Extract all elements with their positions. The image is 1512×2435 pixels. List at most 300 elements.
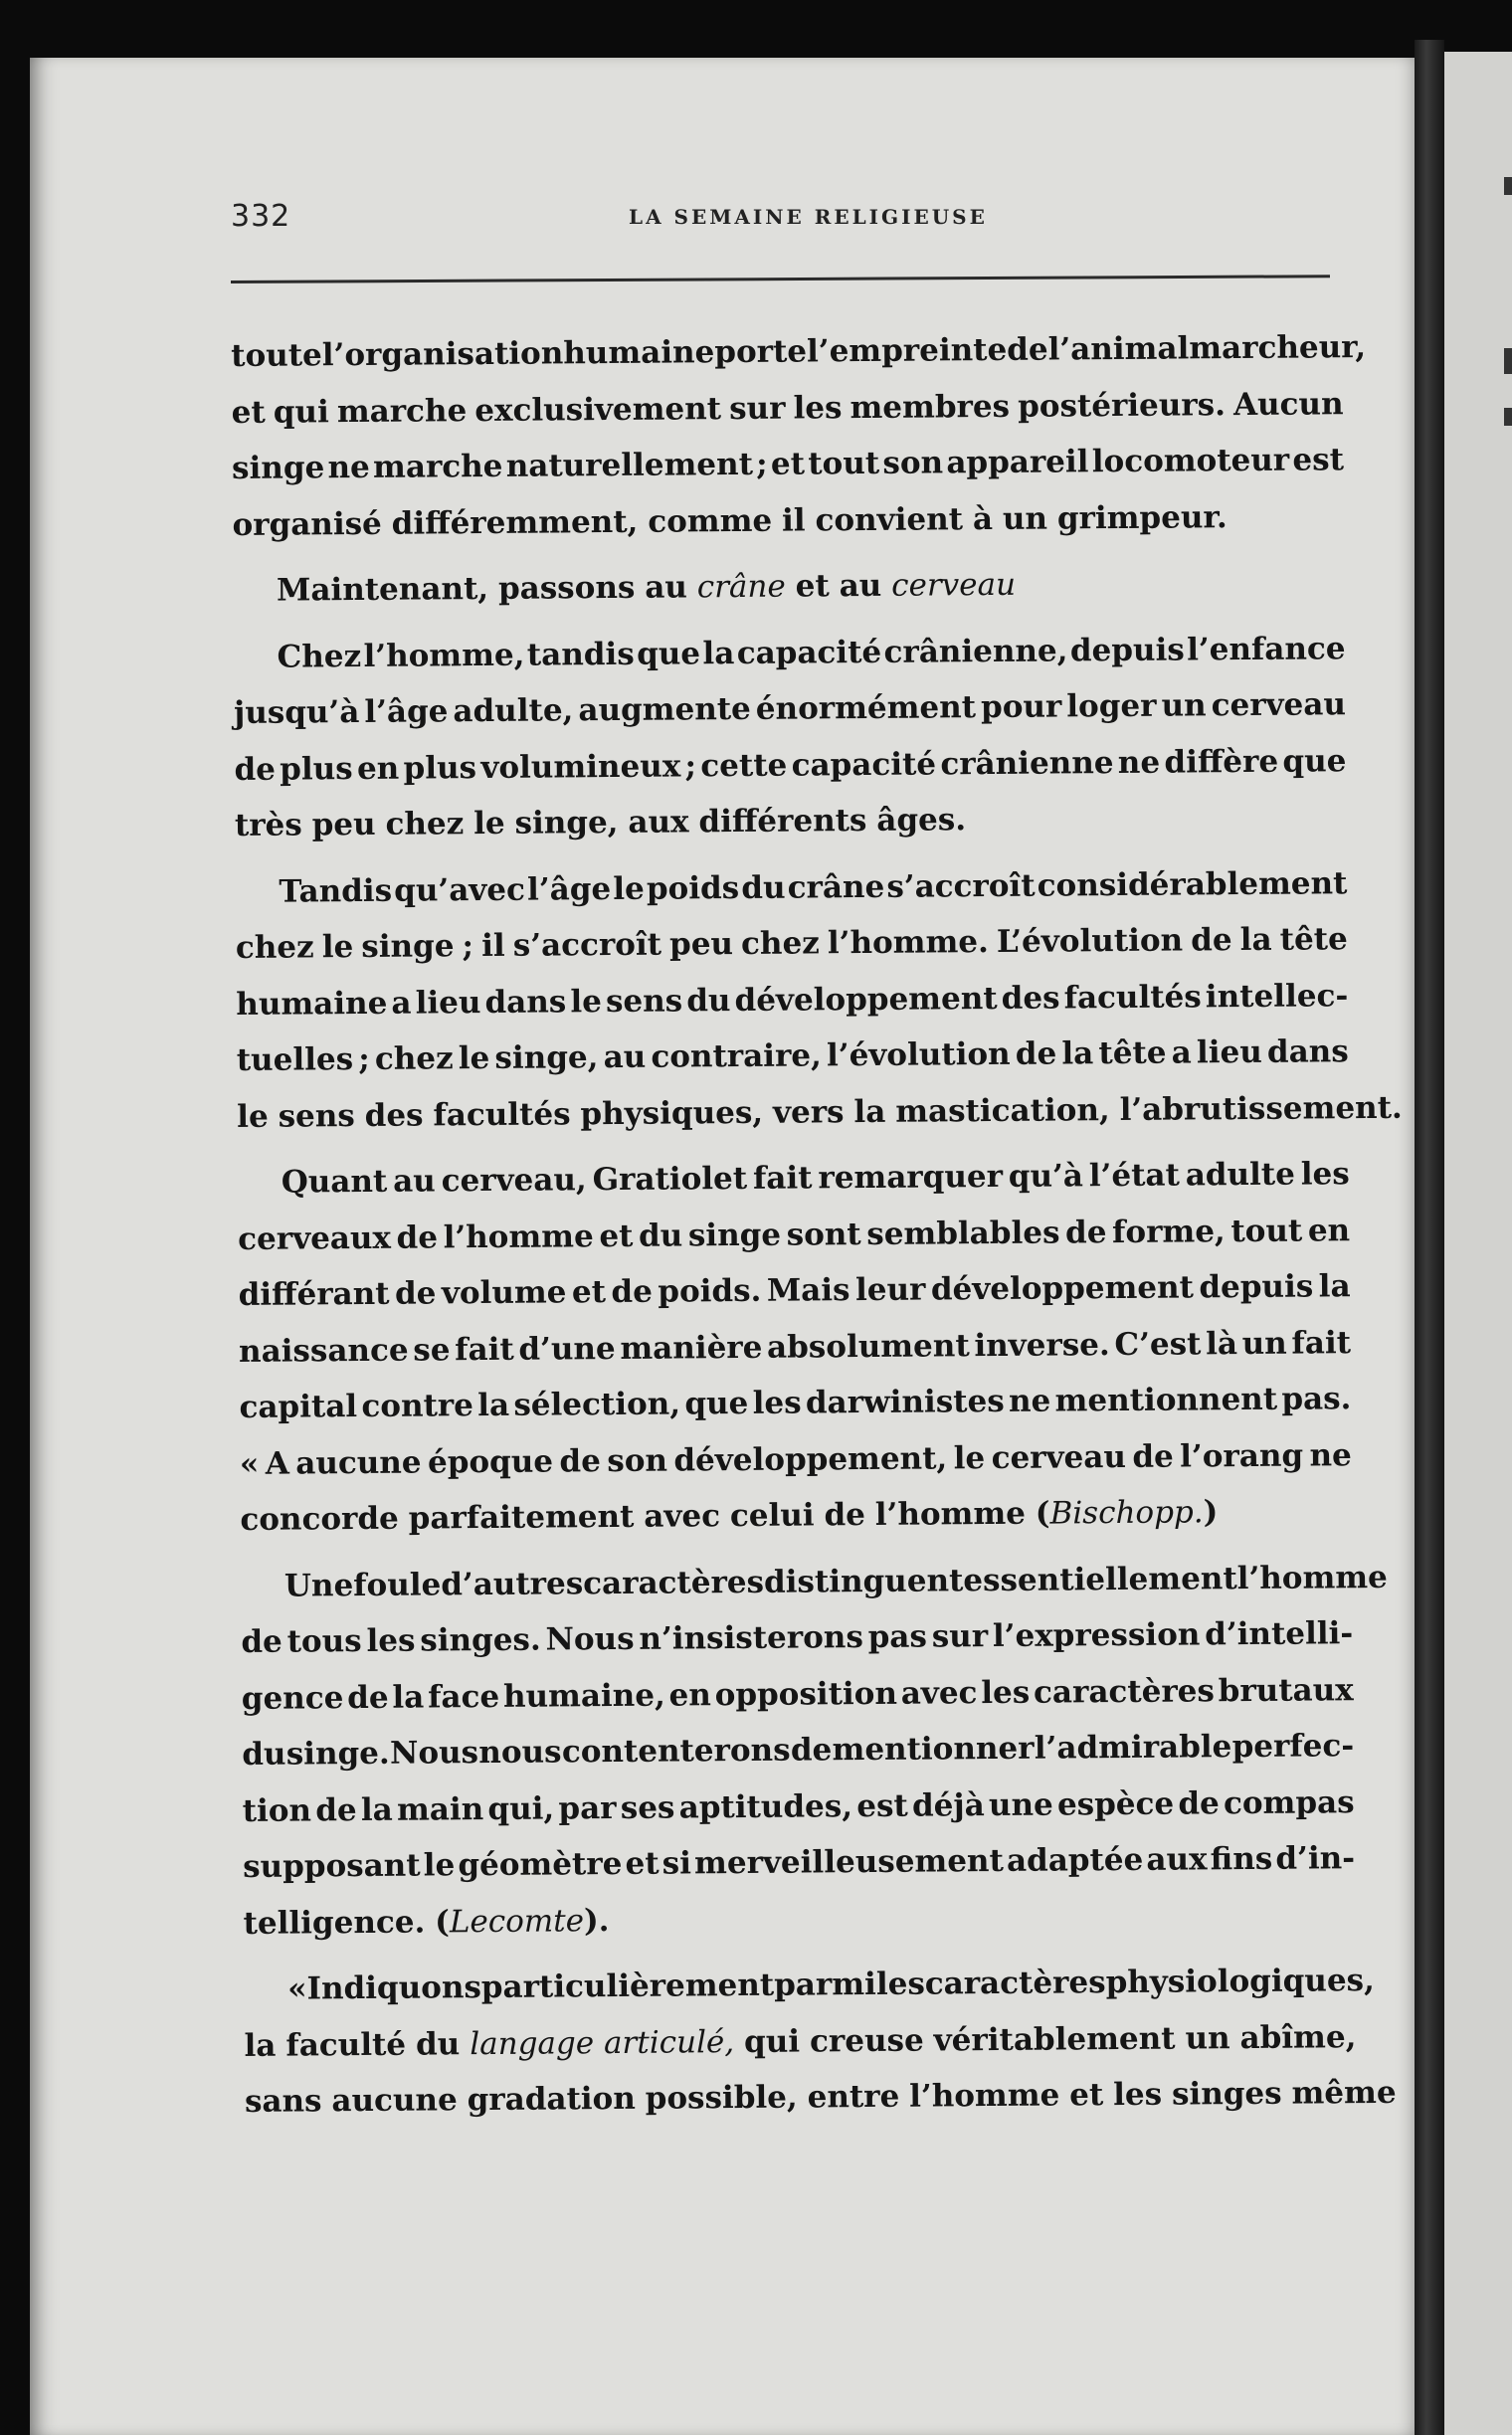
word: n’insisterons — [639, 1619, 863, 1657]
word: C’est — [1114, 1325, 1202, 1363]
word: distinguent — [763, 1562, 964, 1600]
word: opposition — [714, 1675, 898, 1713]
word: considérablement — [1037, 864, 1348, 904]
word: chez — [374, 1040, 454, 1077]
word: chez — [235, 929, 314, 966]
word: de — [790, 1732, 833, 1769]
word: par — [558, 1789, 617, 1826]
word: les — [875, 1966, 925, 2002]
word: cette — [700, 747, 788, 784]
text-line — [235, 855, 1347, 920]
word: vers — [772, 1093, 845, 1131]
word: ; — [684, 747, 697, 784]
word: Nous — [389, 1735, 479, 1772]
word: crânienne, — [883, 632, 1068, 670]
adjacent-page-mark — [1504, 408, 1512, 426]
word: l’admirable — [1034, 1729, 1232, 1767]
word: locomoteur — [1091, 442, 1290, 480]
word: une — [988, 1786, 1053, 1823]
text-line — [244, 1953, 1375, 2017]
word: le — [423, 1847, 456, 1884]
word: possible, — [645, 2079, 798, 2117]
word: du — [638, 1217, 683, 1254]
word: les — [793, 389, 843, 427]
word: si — [662, 1845, 692, 1882]
text-line — [243, 1887, 1355, 1952]
word: Indiquons — [306, 1969, 482, 2007]
text-line — [244, 2009, 1356, 2074]
word: L’évolution — [996, 922, 1184, 960]
word: de — [1064, 1214, 1107, 1250]
word: l’âge — [526, 870, 612, 908]
text-line — [238, 1146, 1350, 1211]
word: singes. — [420, 1621, 541, 1659]
word: du — [686, 982, 731, 1019]
text-line — [240, 1483, 1352, 1548]
word: de — [1191, 922, 1232, 959]
word: crâne — [787, 868, 885, 906]
word: lieu — [1196, 1033, 1262, 1071]
word: ; — [462, 928, 474, 965]
word: Maintenant, — [276, 570, 489, 609]
word: l’animal — [1047, 330, 1190, 368]
word: l’homme — [909, 2077, 1060, 2115]
text-line — [239, 1315, 1351, 1380]
word: postérieurs. — [1017, 386, 1227, 425]
body-text — [231, 319, 1403, 2130]
text-line — [240, 1427, 1352, 1492]
word: de — [559, 1442, 602, 1479]
text-line — [237, 1080, 1403, 1145]
text-line — [233, 554, 1345, 619]
word: géomètre — [458, 1845, 623, 1884]
word: à — [972, 500, 994, 537]
word: naissance — [238, 1332, 409, 1370]
word: chez — [740, 925, 820, 962]
word: développement, — [673, 1439, 948, 1479]
word: adulte, — [453, 692, 574, 730]
word: les — [1113, 2076, 1163, 2114]
word: celui — [729, 1497, 815, 1535]
word: de — [396, 1218, 439, 1256]
word: singe — [361, 928, 455, 965]
word: et — [770, 446, 806, 482]
word: l’organisation — [321, 335, 564, 374]
word: toute — [231, 337, 322, 374]
word: plus — [403, 749, 477, 787]
word: et — [231, 394, 266, 431]
word: fins — [1210, 1840, 1273, 1878]
word: cerveau — [891, 566, 1017, 604]
word: appareil — [946, 444, 1089, 481]
word: particulièrement — [480, 1967, 775, 2006]
word: depuis — [1069, 631, 1185, 668]
word: marche — [336, 392, 468, 430]
word: membres — [850, 388, 1011, 426]
word: physiques, — [580, 1094, 764, 1132]
word: creuse — [809, 2022, 924, 2059]
page-number: 332 — [231, 199, 291, 234]
word: de — [1132, 1438, 1174, 1475]
word: sont — [786, 1216, 861, 1253]
word: de — [1178, 1784, 1220, 1822]
word: langage articulé, — [470, 2023, 735, 2062]
word: et — [795, 568, 830, 605]
word: humaine, — [502, 1677, 665, 1715]
word: les — [1300, 1156, 1350, 1193]
word: volumineux — [480, 747, 681, 786]
word: d’in- — [1275, 1840, 1356, 1877]
text-line — [236, 911, 1348, 976]
word: en — [668, 1676, 712, 1714]
word: espèce — [1056, 1785, 1175, 1823]
word: l’homme — [874, 1495, 1027, 1533]
word: marcheur, — [1189, 329, 1367, 367]
word: de — [1007, 331, 1048, 368]
word: abîme, — [1239, 2018, 1357, 2056]
word: crâne — [696, 568, 786, 606]
word: ne — [1008, 1383, 1051, 1419]
word: singe — [687, 1217, 782, 1253]
word: compas — [1223, 1783, 1355, 1821]
word: du — [242, 1736, 286, 1773]
word: darwinistes — [805, 1383, 1005, 1421]
word: un — [1002, 500, 1048, 537]
word: de — [1015, 1035, 1057, 1072]
word: d’intelli- — [1205, 1615, 1354, 1653]
word: physiologiques, — [1105, 1963, 1375, 2001]
word: est — [856, 1787, 908, 1824]
word: adaptée — [1006, 1841, 1144, 1879]
word: de — [347, 1679, 389, 1716]
word: ; — [756, 446, 768, 482]
word: et — [625, 1845, 660, 1882]
word: que — [636, 635, 701, 672]
word: « — [286, 1970, 307, 2007]
word: aucune — [331, 2082, 458, 2120]
word: en — [356, 750, 400, 787]
text-line — [239, 1371, 1351, 1435]
text-line — [236, 968, 1348, 1032]
word: au — [603, 1038, 647, 1076]
text-line — [238, 1258, 1350, 1323]
word: sur — [728, 390, 786, 427]
word: du — [415, 2025, 461, 2063]
word: contenterons — [561, 1732, 791, 1771]
word: « — [239, 1445, 260, 1482]
adjacent-page-edge — [1444, 52, 1512, 2435]
word: l’abrutissement. — [1119, 1089, 1403, 1128]
word: aux — [1146, 1841, 1208, 1878]
word: qu’avec — [394, 871, 526, 909]
word: la — [1061, 1035, 1094, 1072]
word: le — [613, 870, 645, 907]
word: qui, — [487, 1789, 555, 1827]
word: dans — [1266, 1033, 1349, 1070]
text-line — [241, 1550, 1388, 1614]
word: son — [882, 445, 944, 481]
word: sélection, — [513, 1386, 681, 1423]
word: s’accroît — [886, 867, 1036, 905]
word: Une — [284, 1567, 354, 1604]
word: parmi — [774, 1966, 877, 2003]
word: aptitudes, — [678, 1787, 853, 1826]
word: de — [241, 1623, 283, 1660]
text-line — [232, 432, 1344, 496]
word: aucune — [295, 1444, 422, 1482]
word: en — [1307, 1212, 1351, 1249]
running-title: LA SEMAINE RELIGIEUSE — [629, 205, 988, 229]
word: pour — [980, 688, 1062, 726]
word: semblables — [866, 1214, 1060, 1252]
word: comme — [648, 502, 773, 540]
word: caractères — [1033, 1672, 1216, 1711]
word: Mais — [766, 1272, 850, 1309]
word: supposant — [243, 1847, 421, 1885]
word: la — [360, 1791, 393, 1828]
word: singe — [231, 450, 325, 486]
word: le — [321, 929, 354, 966]
word: absolument — [766, 1327, 970, 1366]
word: loger — [1066, 687, 1157, 725]
word: la — [392, 1679, 425, 1716]
word: tête — [1279, 921, 1348, 958]
word: l’état — [1088, 1157, 1180, 1195]
word: forme, — [1111, 1213, 1226, 1250]
adjacent-page-mark — [1504, 177, 1512, 195]
word: que — [1282, 742, 1347, 780]
word: poids. — [658, 1272, 762, 1310]
word: des — [1001, 979, 1060, 1017]
word: s’accroît — [512, 926, 662, 964]
word: marche — [372, 448, 503, 485]
word: nous — [478, 1734, 562, 1772]
word: du — [741, 869, 786, 906]
word: exclusivement — [474, 390, 722, 429]
word: l’enfance — [1187, 630, 1346, 667]
word: tion — [242, 1791, 312, 1829]
word: est — [1292, 442, 1345, 478]
word: le — [237, 1098, 269, 1135]
word: contraire, — [651, 1037, 823, 1075]
word: plus — [280, 750, 353, 788]
word: déjà — [911, 1786, 985, 1824]
word: l’homme — [443, 1218, 594, 1255]
word: singes — [1171, 2075, 1282, 2113]
word: développement — [930, 1269, 1195, 1308]
word: manière — [620, 1329, 763, 1367]
word: fait — [1291, 1324, 1352, 1362]
book-spine — [1415, 40, 1444, 2435]
word: tuelles — [236, 1041, 354, 1078]
word: un — [1185, 2019, 1230, 2057]
word: (Lecomte). — [435, 1902, 610, 1940]
text-line — [234, 676, 1346, 741]
word: humaine — [563, 334, 715, 372]
word: avec — [644, 1498, 721, 1535]
word: ses — [620, 1789, 675, 1826]
word: qui — [273, 393, 329, 431]
word: singe, — [514, 804, 619, 842]
word: gradation — [467, 2080, 636, 2119]
word: d’une — [518, 1330, 616, 1368]
word: entre — [807, 2078, 900, 2116]
word: se — [413, 1331, 451, 1369]
word: l’expression — [992, 1616, 1201, 1655]
word: l’homme, — [363, 637, 525, 674]
word: l’orang — [1180, 1437, 1304, 1475]
word: différents — [698, 802, 867, 841]
word: différemment, — [391, 503, 639, 542]
adjacent-page-mark — [1504, 348, 1512, 374]
word: époque — [427, 1442, 554, 1480]
word: organisé — [232, 505, 382, 543]
word: essentiellement — [963, 1560, 1237, 1598]
word: facultés — [433, 1095, 571, 1133]
word: Aucun — [1232, 385, 1344, 423]
word: sens — [605, 982, 683, 1020]
word: foule — [353, 1566, 442, 1603]
word: des — [364, 1097, 424, 1134]
word: de — [234, 751, 277, 788]
word: lieu — [415, 984, 481, 1022]
page-header — [231, 199, 1345, 249]
word: fait — [752, 1160, 813, 1197]
word: capacité — [736, 634, 882, 671]
word: concorde — [240, 1500, 399, 1538]
word: un — [1241, 1325, 1287, 1362]
word: l’homme. — [827, 924, 989, 962]
word: capacité — [791, 745, 937, 784]
word: de — [315, 1791, 357, 1828]
word: un — [1161, 687, 1207, 724]
word: pas. — [1281, 1381, 1352, 1417]
text-line — [238, 1203, 1350, 1267]
text-line — [231, 319, 1367, 384]
word: remarquer — [818, 1158, 1004, 1197]
word: humaine — [236, 985, 388, 1023]
word: dans — [484, 983, 567, 1021]
word: poids — [646, 869, 740, 907]
word: l’évolution — [826, 1035, 1011, 1074]
word: qui — [743, 2023, 801, 2060]
text-line — [241, 1605, 1353, 1670]
word: de — [824, 1497, 866, 1534]
word: caractères — [924, 1965, 1106, 2002]
word: véritablement — [933, 2020, 1176, 2059]
word: Tandis — [279, 872, 393, 910]
word: au — [645, 569, 688, 606]
word: A — [265, 1445, 289, 1482]
word: ne — [1309, 1436, 1352, 1474]
word: sens — [278, 1097, 355, 1135]
word: singe, — [494, 1039, 599, 1076]
word: il — [781, 501, 806, 539]
word: la — [853, 1093, 886, 1130]
word: Quant — [281, 1163, 388, 1201]
word: porte — [714, 333, 808, 371]
word: leur — [854, 1271, 926, 1309]
word: là — [1205, 1325, 1238, 1362]
word: chez — [385, 806, 465, 843]
word: cerveau — [1211, 686, 1347, 724]
word: ne — [1117, 744, 1161, 781]
word: mastication, — [895, 1091, 1110, 1130]
word: au — [392, 1163, 436, 1200]
text-line — [233, 621, 1345, 685]
word: les — [981, 1674, 1031, 1711]
word: peu — [311, 806, 376, 843]
word: cerveaux — [238, 1219, 392, 1257]
word: et — [1069, 2077, 1104, 2114]
word: cerveau, — [441, 1162, 587, 1200]
word: brutaux — [1218, 1671, 1354, 1709]
word: de — [394, 1275, 437, 1312]
word: développement — [734, 980, 998, 1019]
text-line — [242, 1718, 1354, 1782]
word: le — [570, 983, 603, 1020]
word: l’homme — [1236, 1559, 1388, 1596]
word: le — [473, 805, 505, 843]
word: la — [1318, 1268, 1351, 1305]
text-line — [242, 1775, 1354, 1839]
word: singe. — [285, 1735, 390, 1773]
word: Nous — [545, 1620, 635, 1658]
word: aux — [628, 804, 689, 841]
word: de — [611, 1273, 653, 1311]
word: tous — [286, 1623, 362, 1660]
text-line — [235, 789, 1347, 853]
word: même — [1291, 2074, 1397, 2112]
word: cerveau — [991, 1438, 1127, 1476]
word: volume — [441, 1274, 567, 1312]
word: sans — [244, 2083, 322, 2120]
word: tout — [1230, 1213, 1303, 1249]
text-line — [243, 1830, 1355, 1895]
word: ; — [358, 1040, 370, 1078]
word: tout — [808, 445, 880, 482]
word: la — [244, 2027, 277, 2064]
text-line — [231, 376, 1343, 441]
word: depuis — [1199, 1268, 1314, 1306]
word: tandis — [526, 636, 635, 673]
word: telligence. — [243, 1904, 426, 1942]
word: mentionnent — [1054, 1381, 1278, 1419]
word: merveilleusement — [693, 1842, 1004, 1882]
word: perfec- — [1231, 1728, 1355, 1766]
word: son — [607, 1442, 668, 1479]
word: le — [953, 1439, 986, 1476]
word: naturellement — [505, 446, 754, 484]
word: au — [839, 567, 882, 605]
word: passons — [497, 569, 636, 607]
text-line — [234, 733, 1346, 798]
word: main — [396, 1790, 484, 1828]
word: et — [599, 1218, 634, 1254]
word: la — [477, 1387, 510, 1424]
word: gence — [241, 1679, 344, 1717]
word: il — [480, 927, 505, 965]
word: qu’à — [1008, 1158, 1084, 1195]
word: âges. — [876, 802, 967, 839]
word: a — [391, 985, 412, 1022]
word: jusqu’à — [233, 693, 360, 731]
word: parfaitement — [408, 1498, 635, 1537]
word: inverse. — [974, 1326, 1110, 1364]
word: tête — [1098, 1034, 1167, 1072]
text-line — [232, 488, 1344, 553]
word: différant — [238, 1275, 390, 1313]
